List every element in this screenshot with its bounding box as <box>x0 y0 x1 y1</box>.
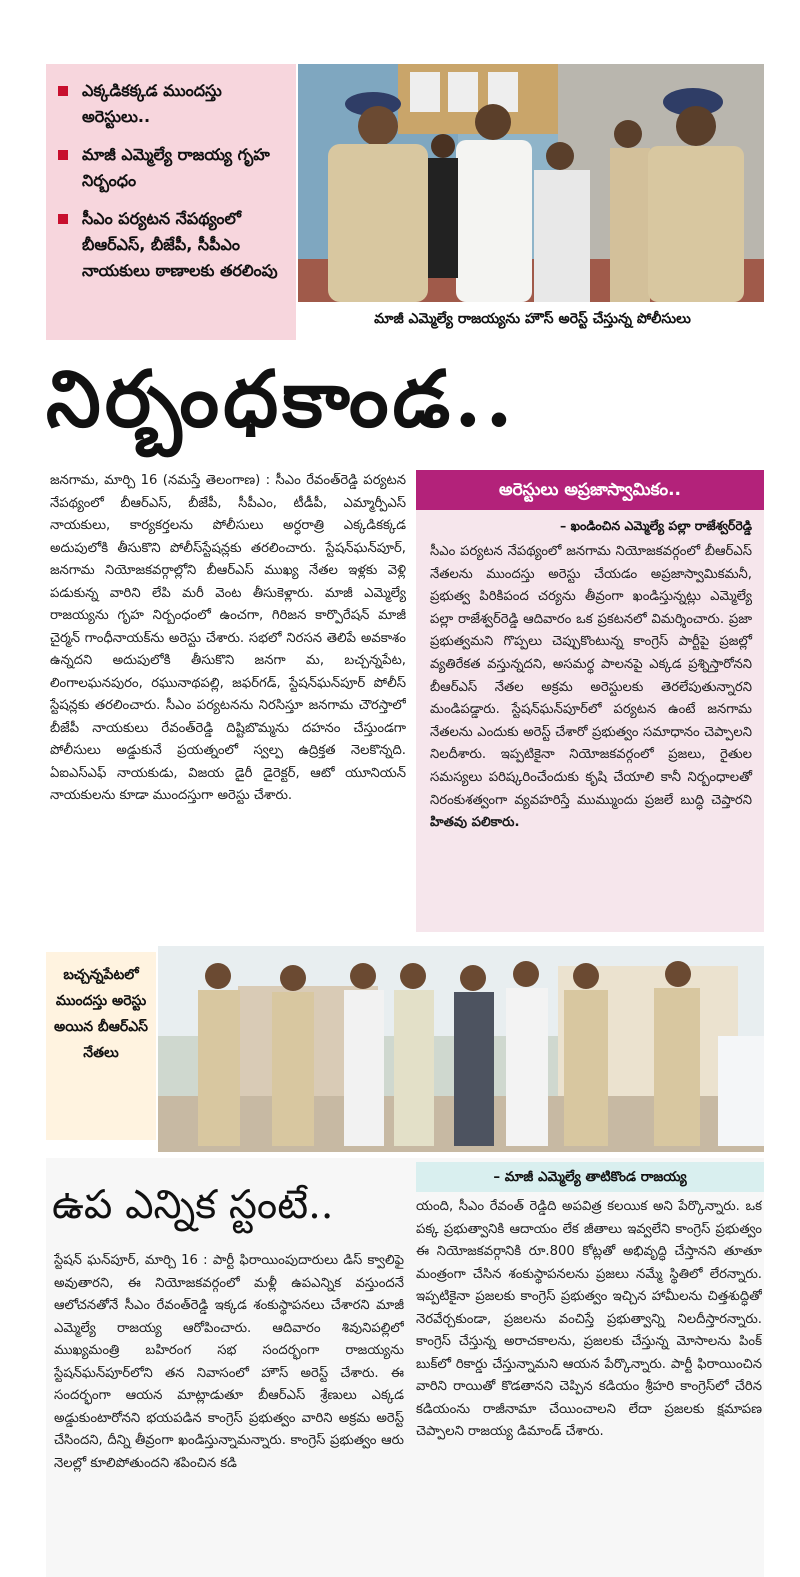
house-arrest-photo-illustration <box>298 64 764 302</box>
sidebar-closing-text: హితవు పలికారు. <box>430 815 520 831</box>
sub-article-right-text: యంది, సీఎం రేవంత్ రెడ్డిది అపవిత్ర కలయిక అని పేర్కొన్నారు. ఒక పక్క ప్రభుత్వానికి ఆదాయం లేక జీతాలు ఇవ్వలేని కాంగ్రెస్ ప్రభుత్వం ఈ నియోజకవర్గానికి రూ.800 కోట్లతో అభివృద్ధి చేస్తానని తూతూ మంత్రంగా చేసిన శంకుస్థాపనలను ప్రజలు నమ్మే స్థితిలో లేరన్నారు. ఇప్పటికైనా ప్రజలకు కాంగ్రెస్ ప్రభుత్వం ఇచ్చిన హామీలను చిత్తశుద్ధితో నెరవేర్చకుండా, ప్రజలను వంచిస్తే ప్రభుత్వాన్ని నిలదీస్తారన్నారు. కాంగ్రెస్ చేస్తున్న అరాచకాలను, ప్రజలకు చేస్తున్న మోసాలను పింక్ బుక్‌లో రికార్డు చేస్తున్నామని ఆయన పేర్కొన్నారు. పార్టీ ఫిరాయించిన వారిని రాయితో కొడతానని చెప్పిన కడియం శ్రీహరి కాంగ్రెస్‌లో చేరిన కడియంను రాజీనామా చేయించాలని లేదా ప్రజలకు క్షమాపణ చెప్పాలని రాజయ్య డిమాండ్ చేశారు. <box>416 1199 762 1439</box>
sidebar-byline: – ఖండించిన ఎమ్మెల్యే పల్లా రాజేశ్వర్‌రెడ్డి <box>559 518 752 533</box>
highlight-item <box>58 78 288 130</box>
sidebar-box <box>416 470 764 932</box>
highlight-item <box>58 142 288 194</box>
sub-article-left-column <box>54 1250 404 1572</box>
bullet-icon <box>58 150 68 160</box>
sub-article-byline: – మాజీ ఎమ్మెల్యే తాటికొండ రాజయ్య <box>416 1162 764 1192</box>
highlight-item <box>58 206 288 284</box>
sub-article-right-column <box>416 1196 762 1572</box>
sidebar-body <box>416 541 764 835</box>
sidebar-title: అరెస్టులు అప్రజాస్వామికం.. <box>416 470 764 510</box>
bottom-news-photo <box>158 946 764 1152</box>
highlight-text: ఎక్కడికక్కడ ముందస్తు అరెస్టులు.. <box>82 81 222 126</box>
main-article-body <box>50 470 406 930</box>
bottom-photo-caption: బచ్చన్నపేటలో ముందస్తు అరెస్టు అయిన బీఆర్ఎస్ నేతలు <box>46 952 156 1140</box>
main-article-text: జనగామ, మార్చి 16 (నమస్తే తెలంగాణ) : సీఎం రేవంత్‌రెడ్డి పర్యటన నేపథ్యంలో బీఆర్ఎస్, బీజేపీ, సీపీఎం, టీడీపీ, ఎమ్మార్పీఎస్ నాయకులు, కార్యకర్తలను పోలీసులు అర్ధరాత్రి ఎక్కడికక్కడ అదుపులోకి తీసుకొని పోలీస్‌స్టేషన్లకు తరలించారు. స్టేషన్‌ఘన్‌పూర్, జనగామ నియోజకవర్గాల్లోని బీఆర్ఎస్ ముఖ్య నేతల ఇళ్లకు వెళ్లి పడుకున్న వారిని లేపి మరీ వెంట తీసుకెళ్లారు. మాజీ ఎమ్మెల్యే రాజయ్యను గృహ నిర్బంధంలో ఉంచగా, గిరిజన కార్పొరేషన్ మాజీ చైర్మన్ గాంధీనాయక్‌ను అరెస్టు చేశారు. సభలో నిరసన తెలిపే అవకాశం ఉన్నదని అదుపులోకి తీసుకొని జనగా మ, బచ్చన్నపేట, లింగాలఘనపురం, రఘునాథపల్లి, జఫర్‌గడ్, స్టేషన్‌ఘన్‌పూర్ పోలీస్ స్టేషన్లకు తరలించారు. సీఎం పర్యటనను నిరసిస్తూ జనగామ చౌరస్తాలో బీజేపీ నాయకులు రేవంత్‌రెడ్డి దిష్టిబొమ్మను దహనం చేస్తుండగా పోలీసులు అడ్డుకునే ప్రయత్నంలో స్వల్ప ఉద్రిక్తత నెలకొన్నది. ఏఐఎస్ఎఫ్ నాయకుడు, విజయ డైరీ డైరెక్టర్, ఆటో యూనియన్ నాయకులను కూడా ముందస్తుగా అరెస్టు చేశారు. <box>50 473 406 803</box>
sub-article-title: ఉప ఎన్నిక స్టంటే.. <box>52 1182 334 1228</box>
highlight-text: మాజీ ఎమ్మెల్యే రాజయ్య గృహ నిర్బంధం <box>82 145 270 190</box>
highlights-box <box>46 64 296 340</box>
arrested-leaders-photo-illustration <box>158 946 764 1152</box>
bullet-icon <box>58 86 68 96</box>
highlight-text: సీఎం పర్యటన నేపథ్యంలో బీఆర్ఎస్, బీజేపీ, సీపీఎం నాయకులు ఠాణాలకు తరలింపు <box>82 209 278 280</box>
bullet-icon <box>58 214 68 224</box>
sub-article-left-text: స్టేషన్ ఘన్‌పూర్, మార్చి 16 : పార్టీ ఫిరాయింపుదారులు డిస్ క్వాలిఫై అవుతారని, ఈ నియోజకవర్గంలో మళ్లీ ఉపఎన్నిక వస్తుందనే ఆలోచనతోనే సీఎం రేవంత్‌రెడ్డి ఇక్కడ శంకుస్థాపనలు చేశారని మాజీ ఎమ్మెల్యే రాజయ్య ఆరోపించారు. ఆదివారం శివునిపల్లిలో ముఖ్యమంత్రి బహిరంగ సభ సందర్భంగా రాజయ్యను స్టేషన్‌ఘన్‌పూర్‌లోని తన నివాసంలో హౌస్ అరెస్ట్ చేశారు. ఈ సందర్భంగా ఆయన మాట్లాడుతూ బీఆర్ఎస్ శ్రేణులు ఎక్కడ అడ్డుకుంటారోనని భయపడిన కాంగ్రెస్ ప్రభుత్వం వారిని అక్రమ అరెస్ట్ చేసిందని, దీన్ని తీవ్రంగా ఖండిస్తున్నామన్నారు. కాంగ్రెస్ ప్రభుత్వం ఆరు నెలల్లో కూలిపోతుందని శపించిన కడి <box>54 1253 404 1471</box>
sidebar-body-text: సీఎం పర్యటన నేపథ్యంలో జనగామ నియోజకవర్గంలో బీఆర్ఎస్ నేతలను ముందస్తు అరెస్టు చేయడం అప్రజాస్వామికమనీ, ప్రభుత్వ పిరికిపంద చర్యను తీవ్రంగా ఖండిస్తున్నట్లు ఎమ్మెల్యే పల్లా రాజేశ్వర్‌రెడ్డి ఆదివారం ఒక ప్రకటనలో విమర్శించారు. ప్రజా ప్రభుత్వమని గొప్పలు చెప్పుకొంటున్న కాంగ్రెస్ పార్టీపై ప్రజల్లో వ్యతిరేకత వస్తున్నదని, అసమర్థ పాలనపై ఎక్కడ ప్రశ్నిస్తారోనని బీఆర్ఎస్ నేతల అక్రమ అరెస్టులకు తెరలేపుతున్నారని మండిపడ్డారు. స్టేషన్‌ఘన్‌పూర్‌లో పర్యటన ఉంటే జనగామ నేతలను ఎందుకు అరెస్ట్ చేశారో ప్రభుత్వం సమాధానం చెప్పాలని నిలదీశారు. ఇప్పటికైనా నియోజకవర్గంలో ప్రజలు, రైతుల సమస్యలు పరిష్కరించేందుకు కృషి చేయాలి కానీ నిర్బంధాలతో నిరంకుశత్వంగా వ్యవహరిస్తే ముమ్ముందు ప్రజలే బుద్ధి చెప్తారని <box>430 544 752 808</box>
top-photo-caption: మాజీ ఎమ్మెల్యే రాజయ్యను హౌస్ అరెస్ట్ చేస్తున్న పోలీసులు <box>374 311 691 327</box>
top-news-photo <box>298 64 764 302</box>
headline: నిర్బంధకాండ.. <box>46 354 517 445</box>
